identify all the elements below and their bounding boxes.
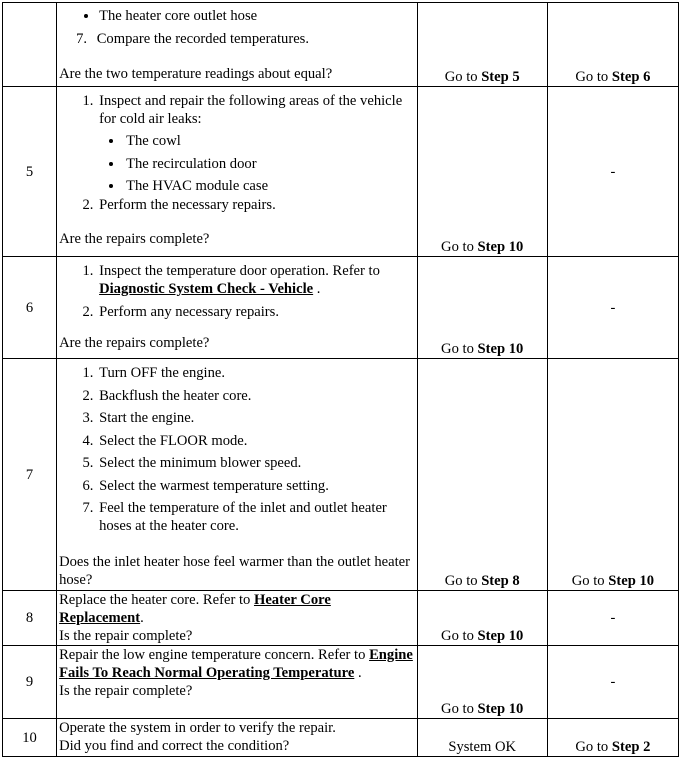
- list-item: 2. Perform any necessary repairs.: [97, 303, 415, 321]
- yes-step-link[interactable]: Step 10: [477, 239, 524, 255]
- step-cell: [3, 3, 57, 87]
- question-text: Are the two temperature readings about equal?: [59, 65, 333, 82]
- item-number: 7.: [76, 30, 88, 47]
- action-text: Repair the low engine temperature concern. Refer to: [59, 647, 370, 663]
- yes-cell: [417, 257, 547, 359]
- list-item: • The HVAC module case: [124, 177, 415, 195]
- yes-cell: System OK: [417, 719, 547, 757]
- step-cell: 6: [3, 257, 57, 359]
- question-text: Is the repair complete?: [59, 683, 193, 699]
- action-cell: [57, 719, 418, 757]
- question-text: Is the repair complete?: [59, 628, 193, 644]
- action-cell: [57, 359, 418, 591]
- action-cell: [57, 87, 418, 257]
- no-step-link[interactable]: Step 2: [611, 739, 651, 755]
- action-text: Operate the system in order to verify the repair.: [59, 720, 336, 736]
- item-text: Inspect the temperature door operation. Refer to: [99, 263, 380, 279]
- action-cell: [57, 3, 418, 87]
- no-cell: -: [547, 646, 678, 719]
- list-item: 2. Backflush the heater core.: [97, 387, 415, 405]
- table-row: [3, 719, 679, 757]
- numbered-list: [59, 262, 415, 321]
- list-item: 5. Select the minimum blower speed.: [97, 454, 415, 472]
- yes-cell: [417, 3, 547, 87]
- no-cell: -: [547, 591, 678, 646]
- diagnostic-table: [2, 2, 679, 757]
- step-cell: 10: [3, 719, 57, 757]
- table-row: [3, 591, 679, 646]
- step-cell: 5: [3, 87, 57, 257]
- list-item: [97, 262, 415, 298]
- engine-temperature-link[interactable]: Engine Fails To Reach Normal Operating Temperature: [59, 647, 413, 681]
- action-tail: .: [354, 665, 362, 681]
- list-item: [97, 92, 415, 195]
- yes-prefix: Go to: [444, 573, 482, 589]
- no-prefix: Go to: [575, 739, 612, 755]
- no-prefix: Go to: [575, 69, 612, 85]
- action-cell: [57, 591, 418, 646]
- table-row: [3, 87, 679, 257]
- yes-prefix: Go to: [444, 69, 482, 85]
- yes-step-link[interactable]: Step 5: [481, 69, 520, 85]
- question-text: Are the repairs complete?: [59, 335, 210, 351]
- heater-core-replacement-link[interactable]: Heater Core Replacement: [59, 592, 331, 626]
- numbered-list: [59, 364, 415, 535]
- table-row: [3, 3, 679, 87]
- bullet-list: [99, 132, 415, 195]
- yes-step-link[interactable]: Step 10: [477, 341, 524, 357]
- step-cell: 9: [3, 646, 57, 719]
- no-cell: [547, 359, 678, 591]
- question-text: Did you find and correct the condition?: [59, 738, 290, 754]
- item-text: Compare the recorded temperatures.: [96, 30, 310, 47]
- list-item: 2. Perform the necessary repairs.: [97, 196, 415, 214]
- step-cell: 8: [3, 591, 57, 646]
- list-item: 1. Turn OFF the engine.: [97, 364, 415, 382]
- bullet-list: [59, 7, 415, 25]
- yes-step-link[interactable]: Step 10: [477, 701, 524, 717]
- action-cell: [57, 646, 418, 719]
- yes-prefix: Go to: [441, 628, 478, 644]
- yes-prefix: Go to: [441, 701, 478, 717]
- yes-prefix: Go to: [441, 239, 478, 255]
- numbered-item: [59, 30, 415, 48]
- diagnostic-system-check-link[interactable]: Diagnostic System Check - Vehicle: [99, 281, 314, 297]
- no-step-link[interactable]: Step 10: [608, 573, 655, 589]
- no-cell: -: [547, 257, 678, 359]
- no-prefix: Go to: [571, 573, 609, 589]
- question-text: Does the inlet heater hose feel warmer than the outlet heater hose?: [59, 553, 410, 588]
- list-item: 3. Start the engine.: [97, 409, 415, 427]
- yes-cell: [417, 87, 547, 257]
- item-text: Inspect and repair the following areas of the vehicle for cold air leaks:: [99, 93, 403, 127]
- list-item: • The recirculation door: [124, 155, 415, 173]
- no-cell: [547, 719, 678, 757]
- yes-cell: [417, 359, 547, 591]
- table-row: [3, 646, 679, 719]
- numbered-list: [59, 92, 415, 214]
- action-text: Replace the heater core. Refer to: [59, 592, 254, 608]
- question-text: Are the repairs complete?: [59, 231, 210, 247]
- action-tail: .: [140, 610, 144, 626]
- list-item: • The heater core outlet hose: [99, 7, 415, 25]
- yes-prefix: Go to: [441, 341, 478, 357]
- list-item: 4. Select the FLOOR mode.: [97, 432, 415, 450]
- table-row: [3, 359, 679, 591]
- list-item: • The cowl: [124, 132, 415, 150]
- no-cell: -: [547, 87, 678, 257]
- yes-cell: [417, 591, 547, 646]
- list-item: 6. Select the warmest temperature setting.: [97, 477, 415, 495]
- yes-step-link[interactable]: Step 10: [477, 628, 524, 644]
- yes-cell: [417, 646, 547, 719]
- list-item: 7. Feel the temperature of the inlet and outlet heater hoses at the heater core.: [97, 499, 415, 535]
- action-cell: [57, 257, 418, 359]
- item-tail: .: [313, 281, 321, 297]
- step-cell: 7: [3, 359, 57, 591]
- no-cell: [547, 3, 678, 87]
- table-row: [3, 257, 679, 359]
- no-step-link[interactable]: Step 6: [611, 69, 651, 85]
- yes-step-link[interactable]: Step 8: [481, 573, 520, 589]
